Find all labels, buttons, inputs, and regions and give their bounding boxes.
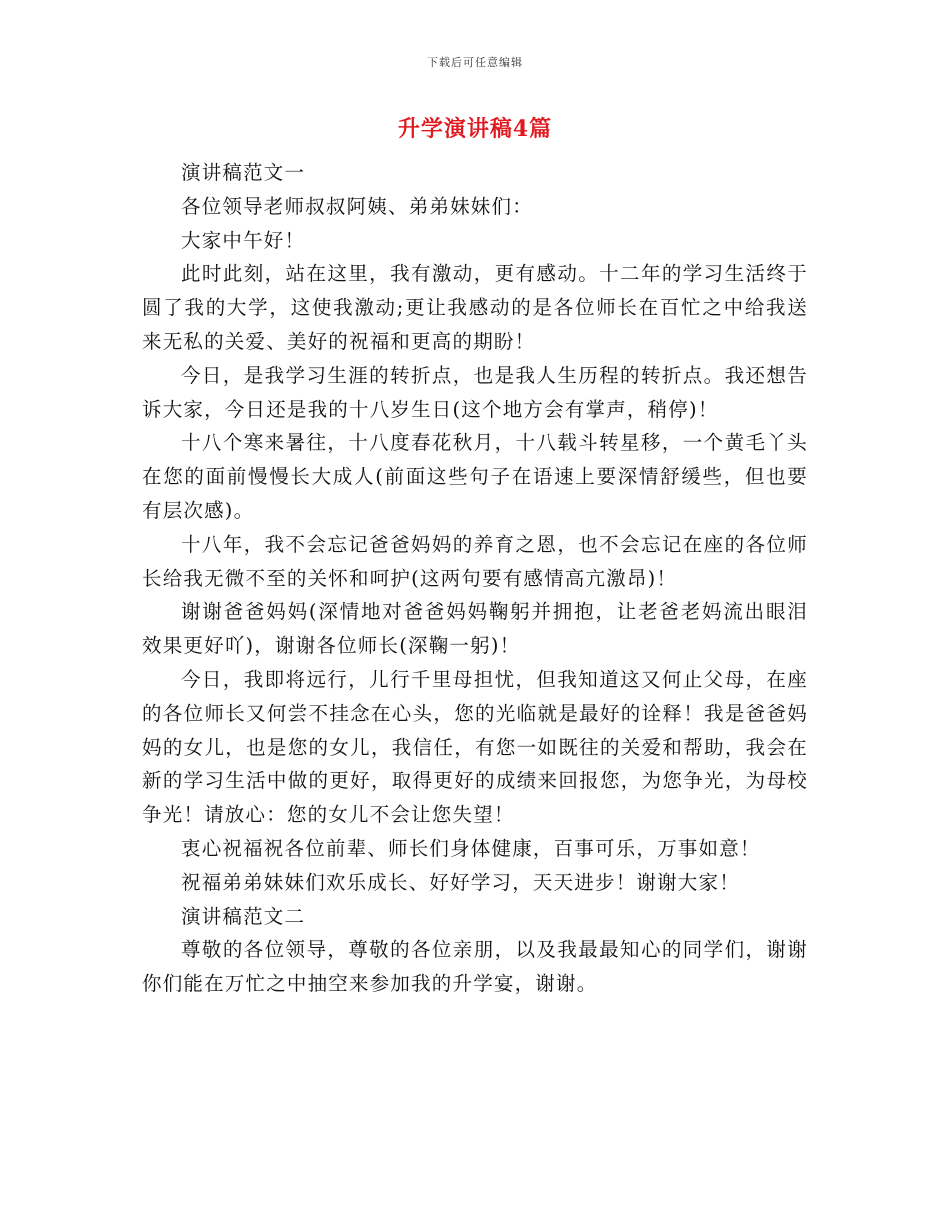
section-heading-1: 演讲稿范文一 xyxy=(181,161,306,184)
header-note: 下载后可任意编辑 xyxy=(427,56,523,69)
body-paragraph: 今日，是我学习生涯的转折点，也是我人生历程的转折点。我还想告诉大家，今日还是我的十八岁生日(这个地方会有掌声，稍停)！ xyxy=(142,363,808,421)
salutation: 各位领导老师叔叔阿姨、弟弟妹妹们： xyxy=(181,194,533,218)
body-paragraph: 十八个寒来暑往，十八度春花秋月，十八载斗转星移，一个黄毛丫头在您的面前慢慢长大成人(前面这些句子在语速上要深情舒缓些，但也要有层次感)。 xyxy=(142,431,808,522)
body-paragraph: 今日，我即将远行，儿行千里母担忧，但我知道这又何止父母，在座的各位师长又何尝不挂念在心头，您的光临就是最好的诠释！我是爸爸妈妈的女儿，也是您的女儿，我信任，有您一如既往的关爱和帮助，我会在新的学习生活中做的更好，取得更好的成绩来回报您，为您争光，为母校争光！请放心：您的女儿不会让您失望！ xyxy=(142,667,808,827)
body-paragraph: 衷心祝福祝各位前辈、师长们身体健康，百事可乐，万事如意！ xyxy=(181,836,761,860)
section-heading-2: 演讲稿范文二 xyxy=(181,904,306,928)
greeting: 大家中午好！ xyxy=(181,228,306,252)
body-paragraph: 祝福弟弟妹妹们欢乐成长、好好学习，天天进步！谢谢大家！ xyxy=(181,870,740,894)
body-paragraph: 谢谢爸爸妈妈(深情地对爸爸妈妈鞠躬并拥抱，让老爸老妈流出眼泪效果更好吖)，谢谢各位师长(深鞠一躬)！ xyxy=(142,600,808,658)
body-paragraph: 尊敬的各位领导，尊敬的各位亲朋，以及我最最知心的同学们，谢谢你们能在万忙之中抽空来参加我的升学宴，谢谢。 xyxy=(142,938,808,996)
document-body xyxy=(142,156,808,1001)
document-title: 升学演讲稿4篇 xyxy=(397,116,553,142)
body-paragraph: 此时此刻，站在这里，我有激动，更有感动。十二年的学习生活终于圆了我的大学，这使我激动;更让我感动的是各位师长在百忙之中给我送来无私的关爱、美好的祝福和更高的期盼！ xyxy=(142,262,808,353)
body-paragraph: 十八年，我不会忘记爸爸妈妈的养育之恩，也不会忘记在座的各位师长给我无微不至的关怀和呵护(这两句要有感情高亢激昂)！ xyxy=(142,532,808,590)
